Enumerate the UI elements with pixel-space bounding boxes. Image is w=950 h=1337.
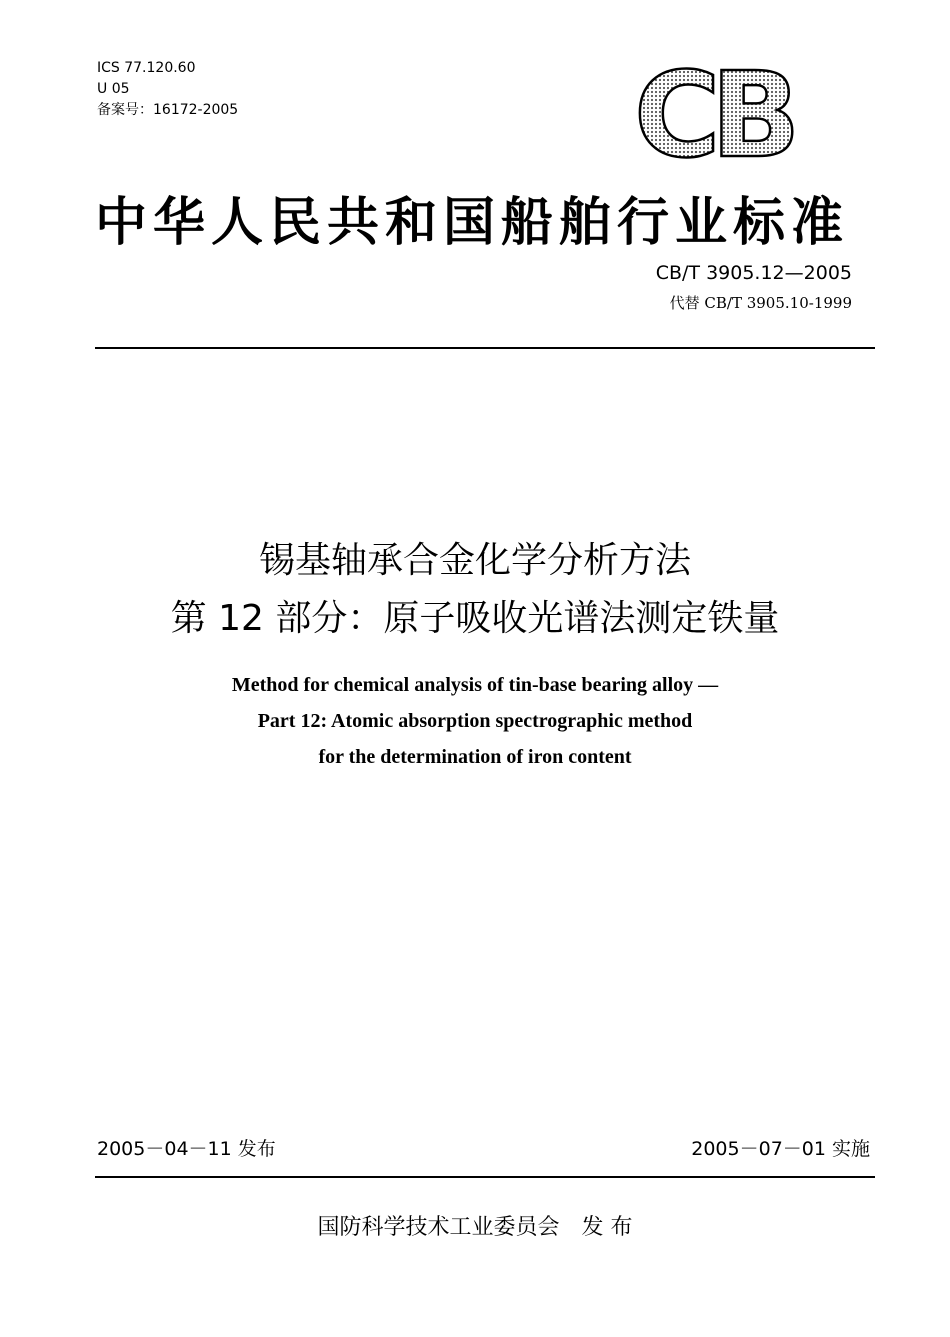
title-cn-line2: 第 12 部分：原子吸收光谱法测定铁量 bbox=[170, 598, 780, 639]
organization-title: 中华人民共和国船舶行业标准 bbox=[95, 193, 850, 253]
standard-number: CB/T 3905.12—2005 bbox=[655, 262, 852, 284]
title-en-line3: for the determination of iron content bbox=[318, 746, 632, 768]
metadata-block bbox=[97, 58, 238, 121]
title-en-line2: Part 12: Atomic absorption spectrographic method bbox=[257, 710, 693, 732]
cb-logo bbox=[630, 62, 830, 162]
replaces-standard: 代替 CB/T 3905.10-1999 bbox=[669, 294, 852, 312]
title-cn-line1: 锡基轴承合金化学分析方法 bbox=[258, 540, 691, 581]
title-en-line1: Method for chemical analysis of tin-base bearing alloy — bbox=[231, 674, 719, 696]
publish-date: 2005－04－11 发布 bbox=[97, 1138, 276, 1160]
issuer-name: 国防科学技术工业委员会 bbox=[317, 1215, 560, 1240]
ccs-code: U 05 bbox=[97, 81, 130, 97]
footer-divider bbox=[95, 1176, 875, 1178]
issuer-action: 发 布 bbox=[581, 1215, 633, 1240]
title-en bbox=[0, 667, 950, 775]
implement-date: 2005－07－01 实施 bbox=[691, 1138, 870, 1160]
logo-text: CB bbox=[634, 62, 791, 162]
ics-code: ICS 77.120.60 bbox=[97, 60, 196, 76]
issuer bbox=[0, 1210, 950, 1241]
header-divider bbox=[95, 347, 875, 349]
filing-number: 备案号：16172-2005 bbox=[97, 102, 239, 118]
